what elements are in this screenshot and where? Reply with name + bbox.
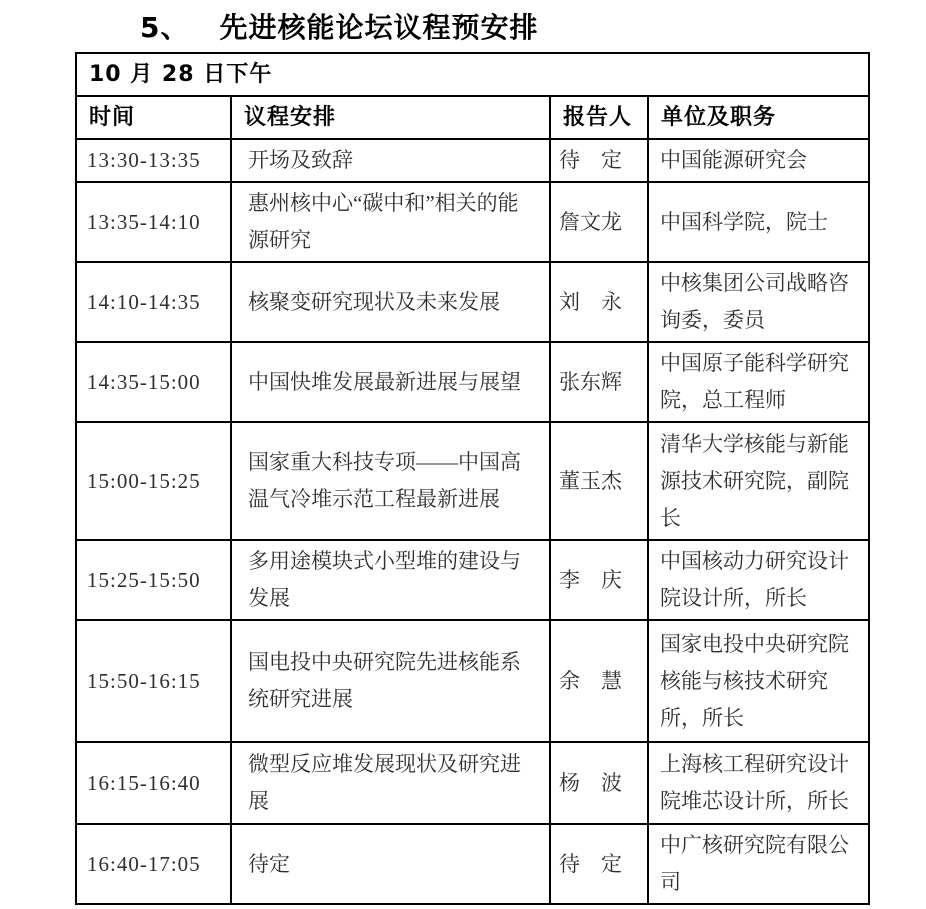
time-cell: 14:10-14:35 [76, 262, 231, 342]
org-cell: 清华大学核能与新能源技术研究院，副院长 [648, 422, 869, 540]
speaker-cell: 待 定 [550, 139, 648, 182]
agenda-cell: 国电投中央研究院先进核能系统研究进展 [231, 620, 550, 742]
schedule-table [75, 52, 870, 905]
org-cell: 国家电投中央研究院核能与核技术研究所，所长 [648, 620, 869, 742]
time-cell: 15:00-15:25 [76, 422, 231, 540]
col-header-time: 时间 [76, 96, 231, 139]
agenda-cell: 开场及致辞 [231, 139, 550, 182]
table-row [76, 540, 869, 620]
col-header-speaker: 报告人 [550, 96, 648, 139]
org-cell: 中国原子能科学研究院，总工程师 [648, 342, 869, 422]
table-header-row [76, 96, 869, 139]
page-title-text: 先进核能论坛议程预安排 [219, 11, 539, 44]
speaker-cell: 李 庆 [550, 540, 648, 620]
org-cell: 中国核动力研究设计院设计所，所长 [648, 540, 869, 620]
speaker-cell: 刘 永 [550, 262, 648, 342]
col-header-org: 单位及职务 [648, 96, 869, 139]
table-row [76, 620, 869, 742]
speaker-cell: 杨 波 [550, 742, 648, 824]
org-cell: 中核集团公司战略咨询委，委员 [648, 262, 869, 342]
agenda-cell: 多用途模块式小型堆的建设与发展 [231, 540, 550, 620]
agenda-cell: 核聚变研究现状及未来发展 [231, 262, 550, 342]
time-cell: 14:35-15:00 [76, 342, 231, 422]
table-row [76, 742, 869, 824]
speaker-cell: 詹文龙 [550, 182, 648, 262]
time-cell: 13:35-14:10 [76, 182, 231, 262]
org-cell: 上海核工程研究设计院堆芯设计所，所长 [648, 742, 869, 824]
time-cell: 16:40-17:05 [76, 824, 231, 904]
date-header-cell: 10 月 28 日下午 [76, 53, 869, 96]
org-cell: 中国科学院，院士 [648, 182, 869, 262]
speaker-cell: 董玉杰 [550, 422, 648, 540]
speaker-cell: 待 定 [550, 824, 648, 904]
org-cell: 中广核研究院有限公司 [648, 824, 869, 904]
table-row [76, 824, 869, 904]
agenda-cell: 国家重大科技专项——中国高温气冷堆示范工程最新进展 [231, 422, 550, 540]
time-cell: 16:15-16:40 [76, 742, 231, 824]
table-row [76, 342, 869, 422]
agenda-cell: 中国快堆发展最新进展与展望 [231, 342, 550, 422]
page-title [140, 6, 926, 46]
time-cell: 15:50-16:15 [76, 620, 231, 742]
speaker-cell: 张东辉 [550, 342, 648, 422]
page-title-number: 5、 [140, 11, 190, 44]
speaker-cell: 余 慧 [550, 620, 648, 742]
org-cell: 中国能源研究会 [648, 139, 869, 182]
time-cell: 13:30-13:35 [76, 139, 231, 182]
agenda-cell: 待定 [231, 824, 550, 904]
agenda-cell: 惠州核中心“碳中和”相关的能源研究 [231, 182, 550, 262]
table-row [76, 262, 869, 342]
agenda-cell: 微型反应堆发展现状及研究进展 [231, 742, 550, 824]
time-cell: 15:25-15:50 [76, 540, 231, 620]
table-date-row [76, 53, 869, 96]
table-row [76, 182, 869, 262]
table-row [76, 422, 869, 540]
col-header-agenda: 议程安排 [231, 96, 550, 139]
table-row [76, 139, 869, 182]
